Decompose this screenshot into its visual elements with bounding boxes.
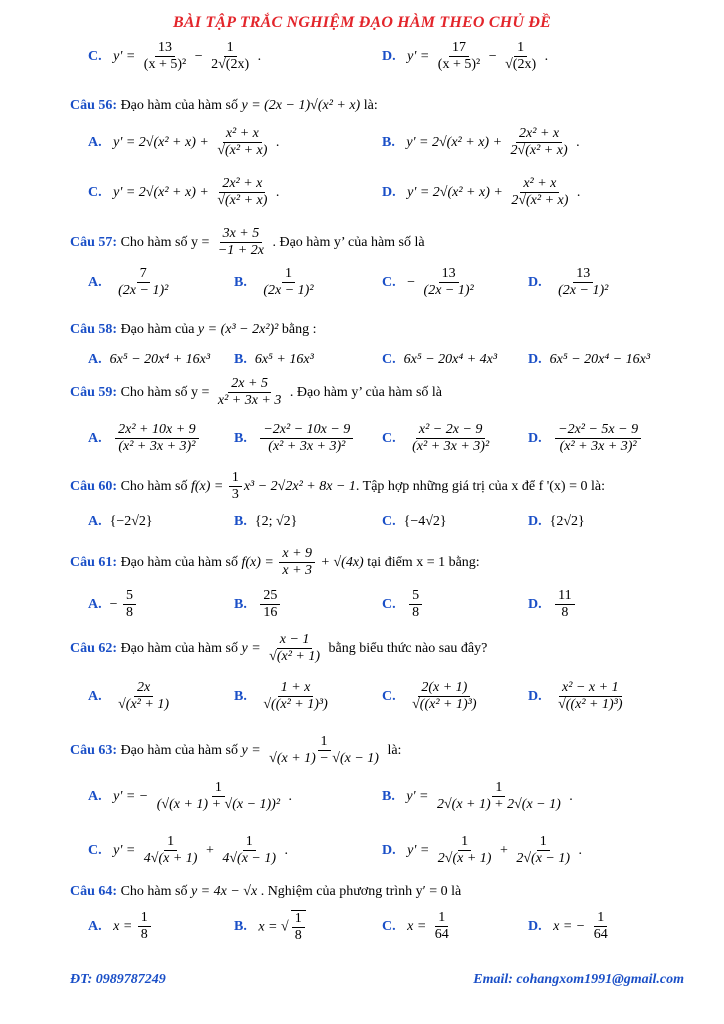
denominator: 4√(x + 1) [143,851,198,867]
q64-option-c[interactable] [382,910,454,943]
q63-option-c[interactable] [88,834,288,867]
q58-option-d[interactable] [528,352,650,368]
numerator: 1 + x [278,680,314,697]
fraction [434,780,564,813]
q61-option-c[interactable] [382,588,424,621]
option-letter: A. [88,514,102,529]
option-letter: B. [234,352,247,367]
option-letter: C. [382,918,396,934]
fraction [502,40,539,73]
question-label: Câu 63: [70,742,118,758]
numerator: 2x + 5 [228,376,271,393]
denominator: √(x² + 1) [118,697,169,713]
option-lhs: y' = [407,48,430,64]
q56-option-d[interactable] [382,176,580,209]
option-letter: B. [234,430,247,446]
fraction [260,680,330,713]
footer-email[interactable]: Email: cohangxom1991@gmail.com [473,972,684,987]
option-letter: A. [88,788,102,804]
fraction [591,910,611,943]
fraction [291,910,306,944]
numerator: −2x² − 10x − 9 [260,422,353,439]
numerator: 1 [282,266,295,283]
sign: − [109,596,118,612]
fraction [115,422,199,455]
option-value: {2; √2} [254,514,298,529]
punct: . [576,184,581,200]
fraction [279,546,315,579]
option-value: 6x⁵ + 16x³ [254,352,314,367]
option-lhs: y' = [113,48,136,64]
question-60 [70,470,605,503]
option-pre: y' = 2√(x² + x) + [113,184,209,200]
denominator: 4√(x − 1) [222,851,277,867]
denominator: (2x − 1)² [263,283,314,299]
page-header: BÀI TẬP TRẮC NGHIỆM ĐẠO HÀM THEO CHỦ ĐỀ [173,14,551,31]
numerator: 2(x + 1) [418,680,470,697]
numerator: 7 [137,266,150,283]
q58-option-c[interactable] [382,352,497,368]
question-label: Câu 64: [70,884,118,899]
punct: . [544,48,549,64]
numerator: 13 [439,266,459,283]
question-64 [70,884,461,900]
question-label: Câu 61: [70,554,118,570]
question-text: Cho hàm số [120,478,188,494]
numerator: x² − x + 1 [559,680,622,697]
question-text: Đạo hàm của hàm số [120,640,238,656]
question-tail: bằng : [281,322,317,337]
numerator: 1 [492,780,505,797]
q57-option-a[interactable] [88,266,173,299]
punct: . [275,134,280,150]
question-label: Câu 57: [70,234,118,250]
question-label: Câu 59: [70,384,118,400]
question-expr: y = (2x − 1)√(x² + x) [241,98,361,113]
denominator: −1 + 2x [217,243,264,259]
denominator: (x² + 3x + 3)² [118,439,196,455]
option-letter: C. [382,352,396,367]
question-tail: . Nghiệm của phương trình y′ = 0 là [260,884,462,899]
option-letter: C. [382,596,396,612]
option-letter: C. [382,514,396,529]
denominator: √(x + 1) − √(x − 1) [269,751,379,767]
q60-option-d[interactable] [528,514,585,530]
fraction [555,266,611,299]
denominator: 16 [263,605,278,621]
denominator: (2x − 1)² [558,283,609,299]
denominator: (x² + 3x + 3)² [268,439,346,455]
denominator: (2x − 1)² [118,283,169,299]
question-56 [70,98,378,114]
option-letter: D. [382,184,396,200]
fraction [141,834,201,867]
denominator: (x + 5)² [437,57,481,73]
question-label: Câu 60: [70,478,118,494]
option-value: {−2√2} [109,514,153,529]
fraction [409,680,479,713]
denominator: 8 [412,605,420,621]
fraction [421,266,477,299]
option-letter: D. [528,514,542,529]
numerator: 1 [537,834,550,851]
fraction [214,176,270,209]
numerator: −2x² − 5x − 9 [555,422,641,439]
denominator: 64 [593,927,608,943]
numerator: 1 [138,910,151,927]
numerator: 1 [224,40,237,57]
q62-option-a[interactable] [88,680,174,713]
fraction [513,834,573,867]
q64-option-a[interactable] [88,910,153,943]
function-name: f(x) = [241,554,274,570]
option-value: 6x⁵ − 20x⁴ − 16x³ [549,352,651,367]
denominator: √((x² + 1)³) [263,697,328,713]
numerator: 2x [134,680,153,697]
q59-option-c[interactable] [382,422,494,455]
numerator: 13 [155,40,175,57]
denominator: 2√(2x) [211,57,250,73]
fraction [266,632,323,665]
fraction [435,834,495,867]
fraction [154,780,283,813]
fraction [208,40,252,73]
numerator: 1 [514,40,527,57]
fraction [555,680,625,713]
option-letter: C. [88,184,102,200]
numerator: 1 [594,910,607,927]
question-57 [70,226,425,259]
option-letter: C. [382,688,396,704]
q59-option-b[interactable] [234,422,355,455]
fraction [508,126,571,159]
question-text: Đạo hàm của hàm số [120,742,238,758]
fraction [123,588,136,621]
denominator: √(2x) [505,57,537,73]
question-label: Câu 56: [70,98,118,113]
denominator: 8 [561,605,569,621]
denominator: 64 [434,927,449,943]
option-letter: B. [234,274,247,290]
option-pre: y' = 2√(x² + x) + [406,134,503,150]
question-62 [70,632,487,665]
numerator: 11 [555,588,574,605]
question-63 [70,734,401,767]
fraction [432,910,452,943]
q62-option-d[interactable] [528,680,628,713]
question-text: Đạo hàm của hàm số [120,98,238,113]
option-letter: D. [528,352,542,367]
fraction [115,266,171,299]
numerator: 2x² + x [219,176,265,193]
function-name: f(x) = [190,478,224,494]
option-letter: C. [88,842,102,858]
option-letter: C. [88,48,102,64]
punct: . [578,842,583,858]
denominator: 2√(x − 1) [516,851,571,867]
option-letter: D. [528,430,542,446]
q58-option-a[interactable] [88,352,210,368]
q63-option-b[interactable] [382,780,573,813]
denominator: 2√(x² + x) [511,193,569,209]
fraction [555,422,641,455]
numerator: 25 [260,588,280,605]
option-value: {−4√2} [403,514,447,529]
numerator: x + 9 [279,546,315,563]
question-label: Câu 58: [70,322,118,337]
fraction [409,422,492,455]
question-expr: + √(4x) [320,554,364,570]
fraction [435,40,483,73]
q57-option-b[interactable] [234,266,319,299]
q61-option-b[interactable] [234,588,282,621]
option-letter: D. [382,842,396,858]
numerator: 5 [409,588,422,605]
option-pre: y' = [113,842,136,858]
fraction [555,588,574,621]
denominator: (2x − 1)² [423,283,474,299]
punct: . [257,48,262,64]
fraction [409,588,422,621]
q61-option-d[interactable] [528,588,577,621]
q64-option-d[interactable] [528,910,613,943]
option-letter: A. [88,134,102,150]
punct: . [288,788,293,804]
fraction [141,40,189,73]
denominator: √(x² + x) [217,193,268,209]
question-tail: . Đạo hàm y’ của hàm số là [272,234,425,250]
punct: . [275,184,280,200]
option-value: 6x⁵ − 20x⁴ + 16x³ [109,352,211,367]
q57-option-d[interactable] [528,266,613,299]
q61-option-a[interactable] [88,588,138,621]
option-value: 6x⁵ − 20x⁴ + 4x³ [403,352,498,367]
option-value: {2√2} [549,514,585,529]
footer-phone: ĐT: 0989787249 [70,972,166,987]
option-letter: B. [382,788,395,804]
operator: − [488,48,497,64]
q60-option-a[interactable] [88,514,153,530]
question-59 [70,376,442,409]
option-letter: B. [234,688,247,704]
q56-option-c[interactable] [88,176,279,209]
denominator: 8 [126,605,134,621]
numerator: 13 [573,266,593,283]
denominator: √((x² + 1)³) [558,697,623,713]
fraction [219,834,279,867]
denominator: (√(x + 1) + √(x − 1))² [156,797,281,813]
punct: . [569,788,573,804]
function-name: y = [241,640,261,656]
denominator: x² + 3x + 3 [217,393,282,409]
option-letter: B. [382,134,395,150]
fraction [260,422,353,455]
question-text: Cho hàm số y = [120,234,210,250]
question-61 [70,546,480,579]
option-letter: D. [528,688,542,704]
numerator: 1 [292,911,305,928]
numerator: 1 [435,910,448,927]
numerator: 17 [449,40,469,57]
question-text: Đạo hàm của [120,322,195,337]
option-letter: A. [88,274,102,290]
denominator: 8 [294,928,302,944]
denominator: (x² + 3x + 3)² [559,439,637,455]
denominator: 2√(x + 1) [437,851,492,867]
option-pre: x = [407,918,427,934]
punct: . [576,134,580,150]
numerator: 1 [212,780,225,797]
option-letter: A. [88,352,102,367]
option-letter: D. [528,274,542,290]
numerator: x² + x [223,126,262,143]
option-letter: C. [382,430,396,446]
fraction [215,376,285,409]
option-letter: C. [382,274,396,290]
q63-option-d[interactable] [382,834,582,867]
question-expr: y = 4x − √x [190,884,258,899]
fraction [229,470,242,503]
option-letter: B. [234,919,247,935]
option-letter: D. [528,918,542,934]
operator: − [194,48,203,64]
question-text: Cho hàm số [120,884,188,899]
denominator: 2√(x² + x) [510,143,568,159]
question-expr: y = (x³ − 2x²)² [197,322,279,337]
option-letter: A. [88,596,102,612]
operator: + [499,842,508,858]
operator: + [205,842,214,858]
function-name: y = [241,742,261,758]
q55-option-d[interactable] [382,40,548,73]
q55-option-c[interactable] [88,40,261,73]
numerator: 1 [458,834,471,851]
question-label: Câu 62: [70,640,118,656]
option-pre: x = − [553,918,586,934]
option-pre: x = [113,918,133,934]
option-letter: D. [382,48,396,64]
denominator: 3 [231,487,239,503]
denominator: 8 [140,927,148,943]
numerator: x² − 2x − 9 [416,422,486,439]
option-pre: y' = 2√(x² + x) + [407,184,503,200]
fraction [508,176,571,209]
q60-option-c[interactable] [382,514,447,530]
q64-option-b[interactable] [234,910,308,944]
q63-option-a[interactable] [88,780,292,813]
question-tail: là: [387,742,402,758]
q62-option-c[interactable] [382,680,482,713]
option-pre: y' = [407,842,430,858]
denominator: √(x² + x) [217,143,268,159]
numerator: 2x² + 10x + 9 [115,422,199,439]
question-text: Đạo hàm của hàm số [120,554,238,570]
numerator: 1 [229,470,242,487]
denominator: √((x² + 1)³) [412,697,477,713]
fraction [214,126,270,159]
question-tail: tại điểm x = 1 bằng: [367,554,480,570]
question-tail: . Tập hợp những giá trị của x để f '(x) = 0 là: [355,478,605,494]
q59-option-d[interactable] [528,422,643,455]
numerator: 5 [123,588,136,605]
q57-option-c[interactable] [382,266,479,299]
question-expr: x³ − 2√2x² + 8x − 1 [243,478,356,494]
option-pre: y' = [406,788,429,804]
fraction [215,226,267,259]
option-letter: A. [88,688,102,704]
numerator: 1 [164,834,177,851]
fraction [115,680,172,713]
denominator: √(x² + 1) [269,649,321,665]
numerator: 1 [318,734,331,751]
fraction [266,734,382,767]
question-58 [70,322,316,338]
option-pre: y' = 2√(x² + x) + [113,134,209,150]
numerator: 3x + 5 [220,226,263,243]
q56-option-b[interactable] [382,126,580,159]
sign: − [407,274,416,290]
option-pre: x = √ [258,919,289,935]
question-text: Cho hàm số y = [120,384,210,400]
option-letter: A. [88,430,102,446]
fraction [138,910,151,943]
denominator: 2√(x + 1) + 2√(x − 1) [437,797,561,813]
question-tail: bằng biểu thức nào sau đây? [328,640,488,656]
numerator: 2x² + x [516,126,562,143]
q62-option-b[interactable] [234,680,333,713]
option-letter: B. [234,514,247,529]
denominator: (x² + 3x + 3)² [412,439,490,455]
q56-option-a[interactable] [88,126,279,159]
numerator: x − 1 [277,632,313,649]
punct: . [284,842,289,858]
q59-option-a[interactable] [88,422,201,455]
fraction [260,266,316,299]
question-tail: . Đạo hàm y’ của hàm số là [289,384,443,400]
question-tail: là: [363,98,378,113]
option-letter: D. [528,596,542,612]
option-pre: y' = − [113,788,149,804]
denominator: (x + 5)² [143,57,187,73]
denominator: x + 3 [282,563,313,579]
option-letter: B. [234,596,247,612]
q60-option-b[interactable] [234,514,297,530]
numerator: 1 [243,834,256,851]
fraction [260,588,280,621]
option-letter: A. [88,918,102,934]
numerator: x² + x [520,176,559,193]
q58-option-b[interactable] [234,352,314,368]
